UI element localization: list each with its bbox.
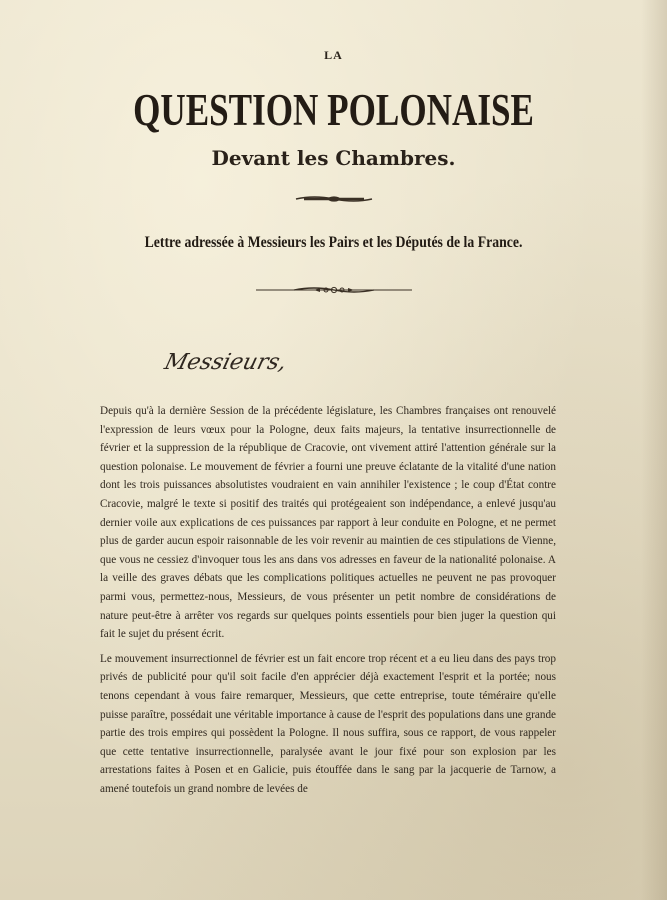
ornament-divider-bottom: [0, 285, 667, 295]
paragraph: Depuis qu'à la dernière Session de la précédente législature, les Chambres françaises ont renouvelé l'expression de leurs vœux pour la Pologne, deux faits majeurs, la tentative insurrectionnelle de février et la suppression de la république de Cracovie, ont vivement attiré l'attention générale sur la question polonaise. Le mouvement de février a fourni une preuve éclatante de la vitalité d'une nation dont les trois puissances absolutistes voudraient en vain annihiler l'existence ; le coup d'État contre Cracovie, malgré le texte si positif des traités qui protégeaient son indépendance, a enlevé jusqu'au dernier voile aux explications de ces puissances par rapport à leur conduite en Pologne, et ne permet plus de garder aucun espoir raisonnable de les voir revenir au maintien de ces stipulations de Vienne, que vous ne cessiez d'invoquer tous les ans dans vos adresses en faveur de la nationalité polonaise. A la veille des graves débats que les complications politiques actuelles ne peuvent ne pas provoquer parmi vous, permettez-nous, Messieurs, de vous présenter un petit nombre de considérations de nature peut-être à arrêter vos regards sur quelques points essentiels pour bien juger la question qui fait le sujet du présent écrit.: [100, 405, 556, 641]
body-text: [100, 402, 556, 804]
letter-heading: Lettre adressée à Messieurs les Pairs et les Députés de la France.: [144, 234, 523, 251]
title-article: LA: [324, 48, 343, 62]
page-title: QUESTION POLONAISE: [133, 85, 534, 135]
page-subtitle: Devant les Chambres.: [211, 146, 456, 170]
salutation: Messieurs,: [161, 350, 290, 375]
paragraph: Le mouvement insurrectionnel de février est un fait encore trop récent et a eu lieu dans des pays trop privés de publicité pour qu'il soit facile d'en apprécier déjà exactement l'esprit et la portée; nous tenons cependant à vous faire remarquer, Messieurs, que cette entreprise, toute téméraire qu'elle puisse paraître, possédait une véritable importance à cause de l'esprit des populations dans une grande partie des trois empires qui possèdent la Pologne. Il nous suffira, sous ce rapport, de vous rappeler que cette tentative insurrectionnelle, paralysée avant le jour fixé pour son explosion par les arrestations faites à Posen et en Galicie, puis étouffée dans le sang par la jacquerie de Tarnow, a amené toutefois un grand nombre de levées de: [100, 652, 556, 795]
ornament-divider-top: [0, 194, 667, 204]
